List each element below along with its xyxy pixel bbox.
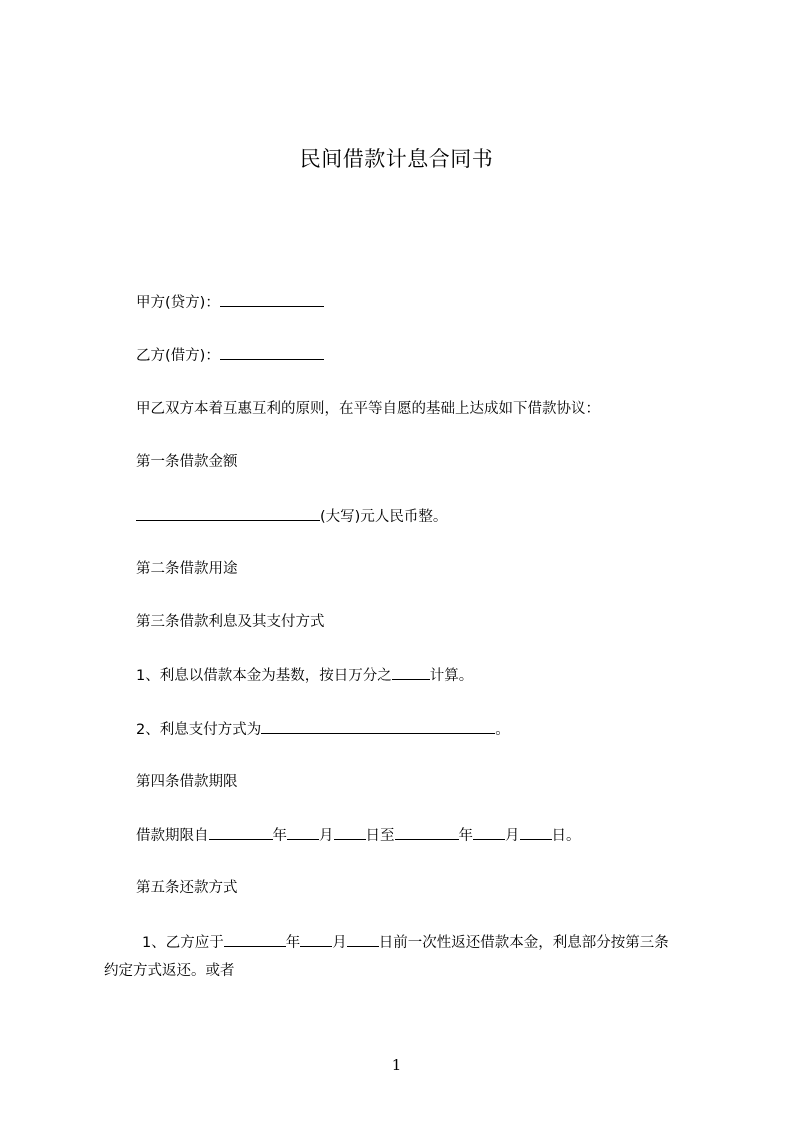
repay-month-blank xyxy=(300,932,332,947)
end-day-blank xyxy=(520,825,552,840)
article3-item2 xyxy=(136,719,510,740)
end-month-label: 月 xyxy=(505,828,520,844)
item2-suffix: 。 xyxy=(495,722,510,738)
article4-heading: 第四条借款期限 xyxy=(136,774,238,790)
party-b-blank xyxy=(220,345,324,360)
article3-item1 xyxy=(136,665,473,686)
item2-prefix: 2、利息支付方式为 xyxy=(136,722,262,738)
repay-year-blank xyxy=(224,932,286,947)
interest-rate-blank xyxy=(392,665,430,680)
party-a-label: 甲方(贷方)： xyxy=(136,295,220,311)
document-title: 民间借款计息合同书 xyxy=(299,147,494,171)
start-year-blank xyxy=(209,825,273,840)
start-month-blank xyxy=(287,825,319,840)
amount-suffix: (大写)元人民币整。 xyxy=(320,509,448,525)
end-day-label: 日。 xyxy=(551,828,581,844)
article5-item1-line1 xyxy=(142,932,669,953)
article5-item1-line2: 约定方式返还。或者 xyxy=(104,963,235,979)
item1-prefix: 1、利息以借款本金为基数，按日万分之 xyxy=(136,668,392,684)
start-day-blank xyxy=(334,825,366,840)
amount-blank xyxy=(136,506,320,521)
party-a-blank xyxy=(220,292,324,307)
repay-year-label: 年 xyxy=(285,935,301,951)
article1-heading: 第一条借款金额 xyxy=(136,454,238,470)
article2-heading: 第二条借款用途 xyxy=(136,561,238,577)
repay-suffix: 日前一次性返还借款本金，利息部分按第三条 xyxy=(378,935,669,951)
start-day-label: 日至 xyxy=(365,828,395,844)
article5-heading: 第五条还款方式 xyxy=(136,880,238,896)
party-a-line xyxy=(136,292,324,313)
article1-amount-line xyxy=(136,506,447,527)
article4-term-line xyxy=(136,825,581,846)
end-year-label: 年 xyxy=(458,828,473,844)
end-month-blank xyxy=(473,825,505,840)
party-b-line xyxy=(136,345,324,366)
payment-method-blank xyxy=(261,719,495,734)
term-prefix: 借款期限自 xyxy=(136,828,209,844)
item1-suffix: 计算。 xyxy=(429,668,474,684)
party-b-label: 乙方(借方)： xyxy=(136,348,220,364)
repay-month-label: 月 xyxy=(332,935,347,951)
end-year-blank xyxy=(395,825,459,840)
page-number: 1 xyxy=(391,1056,402,1074)
repay-day-blank xyxy=(347,932,379,947)
repay-prefix: 1、乙方应于 xyxy=(142,935,224,951)
article3-heading: 第三条借款利息及其支付方式 xyxy=(136,614,325,630)
start-year-label: 年 xyxy=(272,828,287,844)
start-month-label: 月 xyxy=(319,828,334,844)
preamble: 甲乙双方本着互惠互利的原则，在平等自愿的基础上达成如下借款协议： xyxy=(136,401,600,417)
